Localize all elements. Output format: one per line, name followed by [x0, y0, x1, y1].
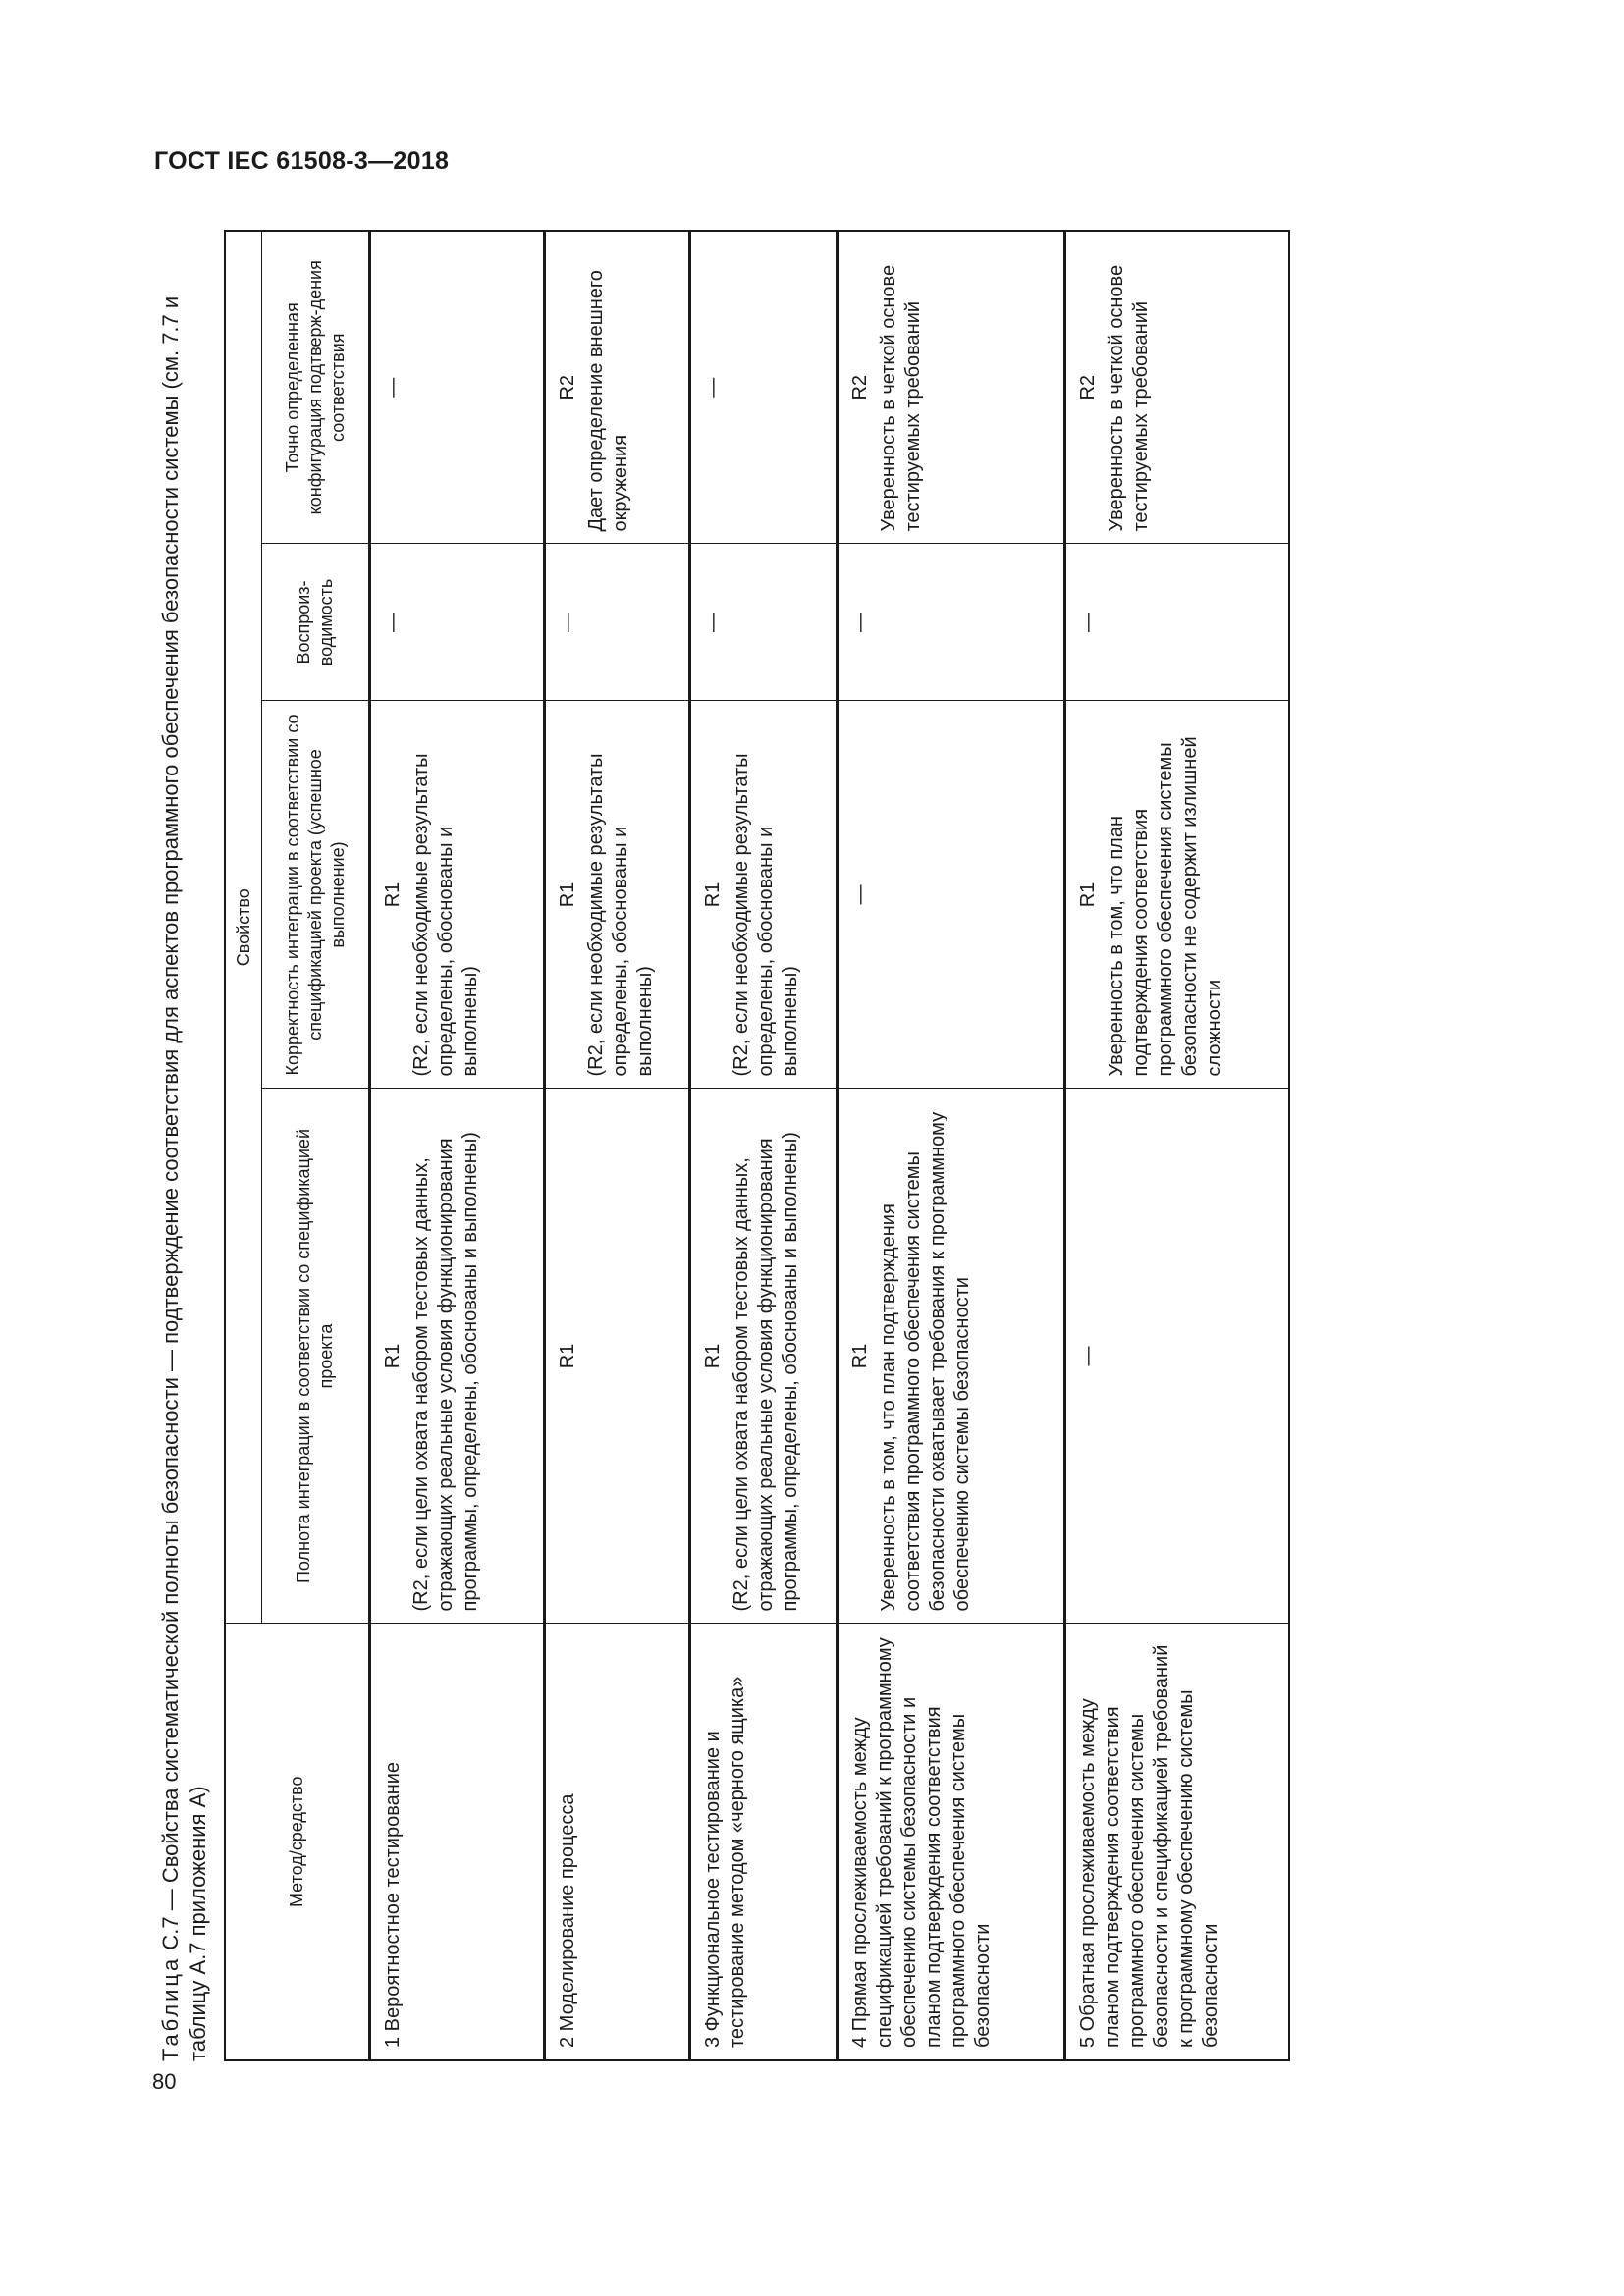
method-cell: 3 Функциональное тестирование и тестирование методом «черного ящика» — [690, 1624, 838, 2060]
rating-note: Дает определение внешнего окружения — [585, 270, 631, 532]
rating-value: — — [849, 884, 871, 905]
table-row — [690, 231, 838, 2060]
rating-value: R2 — [1077, 374, 1099, 400]
rating-value: — — [849, 613, 871, 632]
rating-value: R1 — [702, 1343, 724, 1369]
table-row — [370, 231, 545, 2060]
rating-note: (R2, если цели охвата набором тестовых данных, отражающих реальные условия функционирования программы, определены, обоснованы и выполнены) — [731, 1132, 801, 1612]
rating-value: — — [382, 613, 404, 632]
repeatability-cell — [1065, 544, 1289, 701]
method-cell: 1 Вероятностное тестирование — [370, 1624, 545, 2060]
config-cell — [1065, 231, 1289, 544]
repeatability-cell — [370, 544, 545, 701]
rating-note: (R2, если необходимые результаты определены, обоснованы и выполнены) — [410, 753, 481, 1077]
header-correctness: Корректность интеграции в соответствии со спецификацией проекта (успешное выполнение) — [262, 701, 370, 1089]
rating-value: R2 — [557, 374, 578, 400]
rating-value: R1 — [557, 881, 578, 908]
completeness-cell — [545, 1089, 690, 1624]
rating-value: — — [1077, 613, 1099, 632]
header-config: Точно определенная конфигурация подтверж-дения соответствия — [262, 231, 370, 544]
rating-note: Уверенность в том, что план подтверждения соответствия программного обеспечения системы безопасности не содержит излишней сложности — [1106, 736, 1225, 1077]
header-property-group: Свойство — [225, 231, 262, 1624]
config-cell — [690, 231, 838, 544]
rating-value: R2 — [849, 374, 871, 400]
rating-value: — — [702, 377, 724, 398]
repeatability-cell — [545, 544, 690, 701]
completeness-cell — [838, 1089, 1065, 1624]
config-cell — [370, 231, 545, 544]
rating-value: R1 — [382, 881, 404, 908]
correctness-cell — [1065, 701, 1289, 1089]
method-cell: 2 Моделирование процесса — [545, 1624, 690, 2060]
config-cell — [545, 231, 690, 544]
page-number: 80 — [152, 2069, 177, 2094]
config-cell — [838, 231, 1065, 544]
completeness-cell — [370, 1089, 545, 1624]
table-row — [545, 231, 690, 2060]
repeatability-cell — [690, 544, 838, 701]
properties-table — [224, 230, 1290, 2061]
table-body — [370, 231, 1289, 2060]
table-row — [838, 231, 1065, 2060]
table-caption — [157, 216, 212, 2061]
rating-value: R1 — [1077, 881, 1099, 908]
rating-value: R1 — [557, 1343, 578, 1369]
correctness-cell — [690, 701, 838, 1089]
rating-value: — — [382, 377, 404, 398]
correctness-cell — [370, 701, 545, 1089]
table-row — [1065, 231, 1289, 2060]
correctness-cell — [838, 701, 1065, 1089]
caption-text: С.7 — Свойства систематической полноты безопасности — подтверждение соответствия для аспектов программного обеспечения безопасности системы (см. 7.7 и таблицу А.7 приложения А) — [158, 295, 210, 2061]
rating-note: Уверенность в четкой основе тестируемых требований — [878, 264, 924, 532]
header-completeness: Полнота интеграции в соответствии со спецификацией проекта — [262, 1089, 370, 1624]
repeatability-cell — [838, 544, 1065, 701]
header-method: Метод/средство — [225, 1624, 370, 2060]
rating-value: — — [702, 613, 724, 632]
rating-note: Уверенность в том, что план подтверждения соответствия программного обеспечения системы безопасности охватывает требования к программному обеспечению системы безопасности — [878, 1111, 973, 1612]
rating-note: (R2, если необходимые результаты определены, обоснованы и выполнены) — [731, 753, 801, 1077]
rating-value: — — [557, 613, 578, 632]
completeness-cell — [690, 1089, 838, 1624]
rating-value: R1 — [382, 1343, 404, 1369]
correctness-cell — [545, 701, 690, 1089]
rating-note: (R2, если необходимые результаты определены, обоснованы и выполнены) — [585, 753, 656, 1077]
document-header: ГОСТ IEC 61508-3—2018 — [154, 147, 450, 175]
completeness-cell — [1065, 1089, 1289, 1624]
rotated-table-area — [147, 216, 1316, 2061]
rating-value: R1 — [702, 881, 724, 908]
rating-note: Уверенность в четкой основе тестируемых требований — [1106, 264, 1152, 532]
caption-label: Таблица — [158, 1955, 183, 2061]
method-cell: 4 Прямая прослеживаемость между спецификацией требований к программному обеспечению системы безопасности и планом подтверждения соответствия программного обеспечения системы безопасности — [838, 1624, 1065, 2060]
method-cell: 5 Обратная прослеживаемость между планом подтверждения соответствия программного обеспечения системы безопасности и спецификацией требований к программному обеспечению системы безопасности — [1065, 1624, 1289, 2060]
rating-note: (R2, если цели охвата набором тестовых данных, отражающих реальные условия функционирования программы, определены, обоснованы и выполнены) — [410, 1132, 481, 1612]
rating-value: R1 — [849, 1343, 871, 1369]
rating-value: — — [1077, 1346, 1099, 1366]
header-repeatability: Воспроиз-водимость — [262, 544, 370, 701]
